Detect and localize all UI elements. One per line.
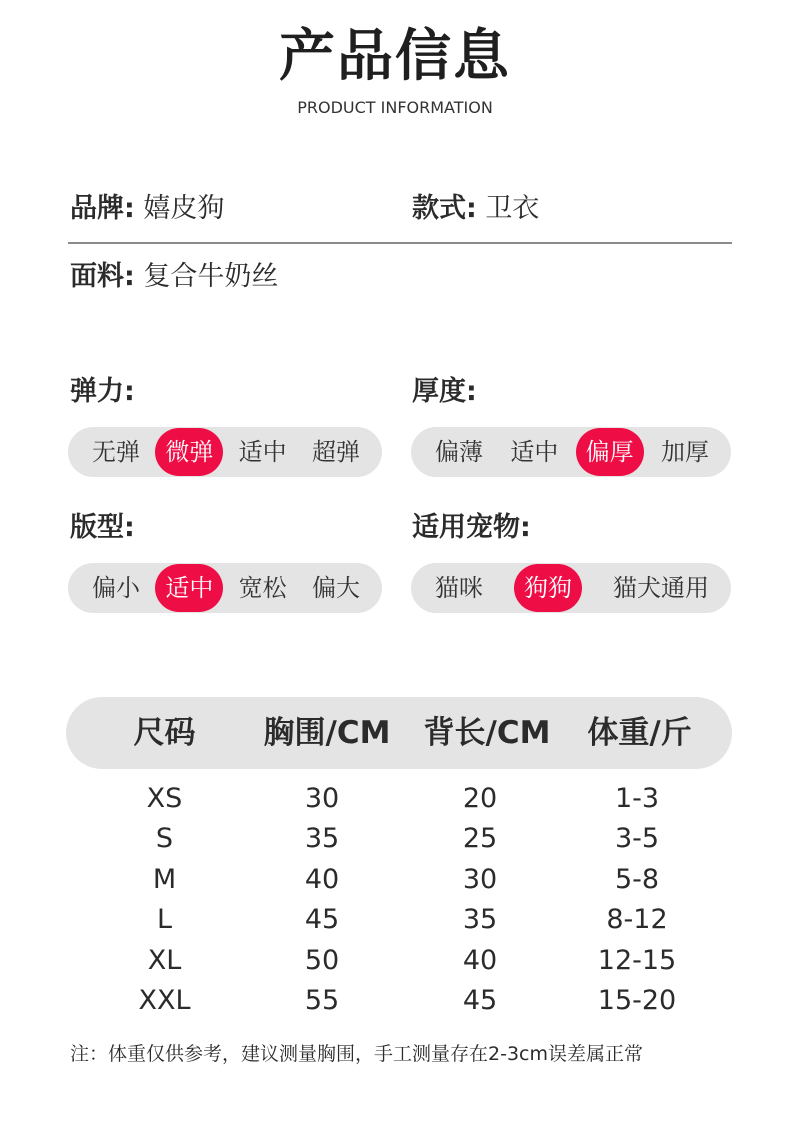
elasticity-selector	[68, 427, 382, 477]
fabric-value: 复合牛奶丝	[143, 261, 279, 292]
table-cell: 8-12	[606, 904, 668, 935]
elasticity-option[interactable]: 微弹	[155, 428, 223, 476]
table-cell: 30	[304, 783, 340, 814]
table-cell: 40	[304, 864, 340, 895]
divider	[68, 242, 732, 244]
page-title: 产品信息	[279, 24, 511, 89]
fabric-key: 面料:	[70, 261, 135, 292]
table-cell: 35	[462, 904, 498, 935]
fit-label: 版型:	[70, 512, 135, 543]
style-info	[412, 191, 539, 227]
style-value: 卫衣	[485, 193, 540, 224]
table-cell: 3-5	[614, 823, 660, 854]
table-row	[0, 779, 790, 819]
fit-option[interactable]: 适中	[155, 564, 223, 612]
table-cell: 1-3	[614, 783, 660, 814]
table-cell: 35	[304, 823, 340, 854]
header-weight: 体重/斤	[587, 715, 692, 751]
table-row	[0, 941, 790, 981]
table-cell: 15-20	[597, 985, 677, 1016]
fabric-info	[70, 259, 278, 295]
table-row	[0, 819, 790, 859]
elasticity-option[interactable]: 适中	[238, 438, 287, 466]
table-cell: XS	[146, 783, 183, 814]
header-size: 尺码	[133, 715, 196, 751]
elasticity-option[interactable]: 超弹	[311, 438, 360, 466]
table-cell: 12-15	[597, 945, 677, 976]
table-cell: 40	[462, 945, 498, 976]
page-subtitle: PRODUCT INFORMATION	[297, 98, 493, 117]
pet-selector	[411, 563, 731, 613]
fit-option[interactable]: 偏小	[92, 574, 140, 602]
pet-option[interactable]: 猫犬通用	[613, 574, 709, 602]
table-cell: 30	[462, 864, 498, 895]
table-cell: 45	[304, 904, 340, 935]
table-row	[0, 860, 790, 900]
elasticity-option[interactable]: 无弹	[92, 438, 140, 466]
table-cell: 55	[304, 985, 340, 1016]
table-cell: S	[155, 823, 174, 854]
brand-value: 嬉皮狗	[143, 193, 225, 224]
header-back-length: 背长/CM	[423, 715, 551, 751]
brand-key: 品牌:	[70, 193, 135, 224]
table-cell: L	[156, 904, 173, 935]
thickness-label: 厚度:	[412, 376, 477, 407]
table-cell: XXL	[138, 985, 191, 1016]
thickness-option[interactable]: 适中	[510, 438, 559, 466]
fit-selector	[68, 563, 382, 613]
table-row	[0, 900, 790, 940]
thickness-option[interactable]: 偏薄	[435, 438, 483, 466]
table-cell: 45	[462, 985, 498, 1016]
fit-option[interactable]: 偏大	[311, 574, 360, 602]
style-key: 款式:	[412, 193, 477, 224]
size-note: 注：体重仅供参考，建议测量胸围，手工测量存在2-3cm误差属正常	[70, 1043, 643, 1065]
pet-option[interactable]: 猫咪	[435, 574, 483, 602]
table-cell: 50	[304, 945, 340, 976]
elasticity-label: 弹力:	[70, 376, 135, 407]
fit-option[interactable]: 宽松	[238, 574, 287, 602]
pet-label: 适用宠物:	[412, 512, 531, 543]
table-cell: M	[152, 864, 177, 895]
table-cell: XL	[147, 945, 182, 976]
brand-info	[70, 191, 224, 227]
table-cell: 5-8	[614, 864, 660, 895]
thickness-option[interactable]: 偏厚	[576, 428, 644, 476]
thickness-selector	[411, 427, 731, 477]
table-row	[0, 981, 790, 1021]
thickness-option[interactable]: 加厚	[660, 438, 709, 466]
table-cell: 20	[462, 783, 498, 814]
pet-option[interactable]: 狗狗	[514, 564, 582, 612]
table-cell: 25	[462, 823, 498, 854]
header-chest: 胸围/CM	[263, 715, 391, 751]
